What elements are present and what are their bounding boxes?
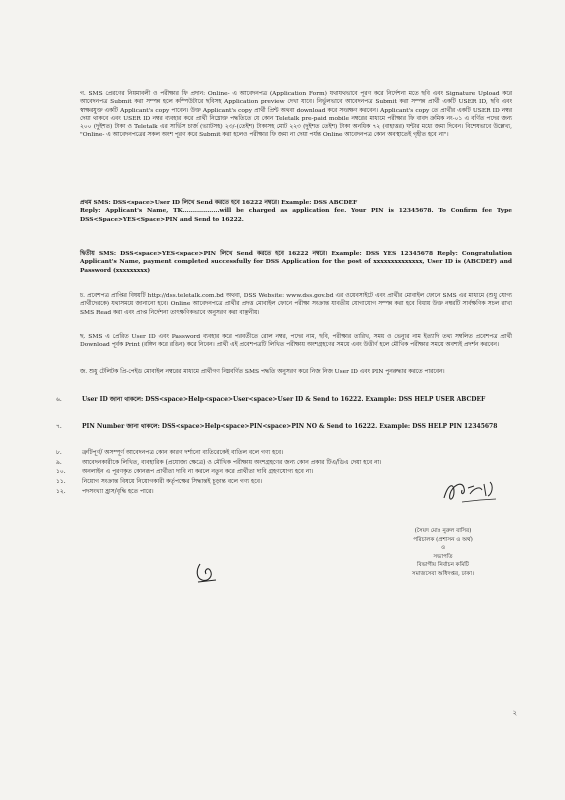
- list-example: Example: DSS HELP PIN 12345678: [379, 423, 498, 430]
- list-number: ৮.: [56, 449, 62, 456]
- first-sms-block: [80, 199, 512, 224]
- page-number: ২: [512, 709, 517, 717]
- password-para: [80, 333, 512, 350]
- list-text: User ID জানা থাকলে: DSS<space>Help<space>User<space>User ID & Send to 16222.: [82, 396, 364, 403]
- list-item-9: [56, 459, 512, 467]
- list-item-8: [56, 449, 512, 457]
- list-number: ৭.: [56, 423, 62, 430]
- list-number: ৬.: [56, 396, 62, 403]
- second-sms-block: [80, 250, 512, 275]
- signatory-title-1: পরিচালক (প্রশাসন ও অর্থ): [413, 536, 473, 543]
- list-text: আবেদনকারীকে লিখিত, ব্যবহারিক (প্রযোজ্য ক্ষেত্রে) ও মৌখিক পরীক্ষায় অংশগ্রহণের জন্য কোন প্রকার টিএ/ডিএ দেয়া হবে না।: [82, 459, 382, 466]
- list-example: Example: DSS HELP USER ABCDEF: [365, 396, 486, 403]
- list-number: ৯.: [56, 459, 62, 466]
- signatory-title-2: সভাপতি: [433, 553, 453, 560]
- list-number: ১০.: [56, 468, 66, 475]
- handwritten-signature: [440, 474, 510, 506]
- list-text: পদসংখ্যা হ্রাস/বৃদ্ধি হতে পারে।: [82, 488, 154, 495]
- initial-mark: [192, 560, 220, 586]
- sms-payment-paragraph: গ. SMS প্রেরণের নিয়মাবলী ও পরীক্ষার ফি প্রদান: Online- এ আবেদনপত্র (Application Form) যথাযথভাবে পূরণ করে নির্দেশনা মতে ছবি এবং Signature Upload করে আবেদনপত্র Submit করা সম্পন্ন হলে কম্পিউটারে ছবিসহ Application preview দেখা যাবে। নির্ভুলভাবে আবেদনপত্র Submit করা সম্পন্ন প্রার্থী একটি USER ID, ছবি এবং স্বাক্ষরযুক্ত একটি Applicant's copy পাবেন। উক্ত Applicant's copy প্রার্থী প্রিন্ট অথবা download করে সংরক্ষণ করবেন। Applicant's copy তে প্রার্থীর একটি USER ID নম্বর দেয়া থাকবে এবং USER ID নম্বর ব্যবহার করে প্রার্থী নিম্নোক্ত পদ্ধতিতে যে কোন Teletalk pre-paid mobile নম্বরের মাধ্যমে পরীক্ষার ফি বাবদ ক্রমিক নং-০১ এ বর্ণিত পদের জন্য ২০০ (দুইশত) টাকা ও Teletalk এর সার্ভিস চার্জ (ভ্যাটসহ) ২৩/-(তেইশ) টাকাসহ মোট ২২৩ (দুইশত তেইশ) টাকা অনধিক ৭২ (বাহাত্তর) ঘন্টার মধ্যে জমা দিবেন। বিশেষভাবে উল্লেখ্য, "Online- এ আবেদনপত্রের সকল অংশ পূরণ করে Submit করা হলেও পরীক্ষার ফি জমা না দেয়া পর্যন্ত Online আবেদনপত্র কোন অবস্থাতেই গৃহীত হবে না"।: [80, 91, 512, 139]
- list-item-6: [56, 396, 512, 404]
- signatory-and: ও: [440, 545, 446, 551]
- list-text: PIN Number জানা থাকলে: DSS<space>Help<space>PIN<space>PIN NO & Send to 16222.: [82, 423, 378, 430]
- sms-instructions-para: [80, 90, 512, 140]
- second-sms-text: দ্বিতীয় SMS: DSS<space>YES<space>PIN লিখে Send করতে হবে 16222 নম্বরে। Example: DSS YES 12345678 Reply: Congratulation Applicant's Name, payment completed successfully for DSS Application for the post of xxxxxxxxxxxxxx, User ID is (ABCDEF) and Password (xxxxxxxxx): [80, 250, 512, 274]
- admit-card-para: [80, 292, 512, 317]
- admit-card-text: চ. প্রবেশপত্র প্রাপ্তির বিষয়টি http://dss.teletalk.com.bd অথবা, DSS Website: www.dss.gov.bd এর ওয়েবসাইটে এবং প্রার্থীর মোবাইল ফোনে SMS এর মাধ্যমে (শুধু যোগ্য প্রার্থীদেরকে) যথাসময়ে জানানো হবে। Online আবেদনপত্রে প্রার্থীর প্রদত্ত মোবাইল ফোনে পরীক্ষা সংক্রান্ত যাবতীয় যোগাযোগ সম্পন্ন করা হবে বিধায় উক্ত নম্বরটি সার্বক্ষণিক সচল রাখা SMS Read করা এবং প্রাপ্ত নির্দেশনা তাৎক্ষণিকভাবে অনুসরণ করা বাঞ্ছনীয়।: [80, 293, 512, 316]
- signatory-committee: বিভাগীয় নির্বাচন কমিটি: [417, 562, 469, 568]
- list-text: নিয়োগ সংক্রান্ত বিষয়ে নিয়োগকারী কর্তৃপক্ষের সিদ্ধান্তই চূড়ান্ত বলে গণ্য হবে।: [82, 478, 263, 485]
- list-number: ১১.: [56, 478, 66, 485]
- first-sms-text: প্রথম SMS: DSS<space>User ID লিখে Send করতে হবে 16222 নম্বরে। Example: DSS ABCDEF: [80, 199, 358, 206]
- list-item-7: [56, 423, 512, 431]
- signatory-name: (সৈয়দ মোঃ নুরুল বাসির): [414, 528, 472, 534]
- teletalk-recovery-text: জ. শুধু টেলিটক প্রি-পেইড মোবাইল নম্বরের মাধ্যমে প্রার্থীগণ নিম্নবর্ণিত SMS পদ্ধতি অনুসরণ করে নিজ নিজ User ID এবং PIN পুনরুদ্ধার করতে পারবেন।: [80, 369, 445, 375]
- signature-block: [388, 527, 498, 578]
- teletalk-recovery-para: [80, 368, 512, 376]
- first-sms-reply: Reply: Applicant's Name, TK..................will be charged as application fee. Your PIN is 12345678. To Confirm fee Type DSS<Space>YES<Space>PIN and Send to 16222.: [80, 207, 512, 223]
- list-text: ত্রুটিপূর্ণ/ অসম্পূর্ণ আবেদনপত্র কোন কারণ দর্শানো ব্যতিরেকেই বাতিল বলে গণ্য হবে।: [82, 449, 284, 456]
- list-number: ১২.: [56, 488, 66, 495]
- signatory-office: সমাজসেবা অধিদপ্তর, ঢাকা।: [412, 570, 474, 577]
- list-text: অনলাইন এ পূরণকৃত কোনরূপ প্রার্থীতা দাবি না করলে নতুন করে প্রার্থীতা দাবি গ্রহণযোগ্য হবে না।: [82, 468, 314, 475]
- password-text: ছ. SMS এ প্রেরিত User ID এবং Password ব্যবহার করে পরবর্তীতে রোল নম্বর, পদের নাম, ছবি, পরীক্ষার তারিখ, সময় ও ভেন্যুর নাম ইত্যাদি তথ্য সম্বলিত প্রবেশপত্র প্রার্থী Download পূর্বক Print (রঙ্গিন করে রঙিন) করে নিবেন। প্রার্থী এই প্রবেশপত্রটি লিখিত পরীক্ষায় অংশগ্রহণের সময়ে এবং উত্তীর্ণ হলে মৌখিক পরীক্ষার সময়ে অবশ্যই প্রদর্শন করবেন।: [80, 334, 512, 349]
